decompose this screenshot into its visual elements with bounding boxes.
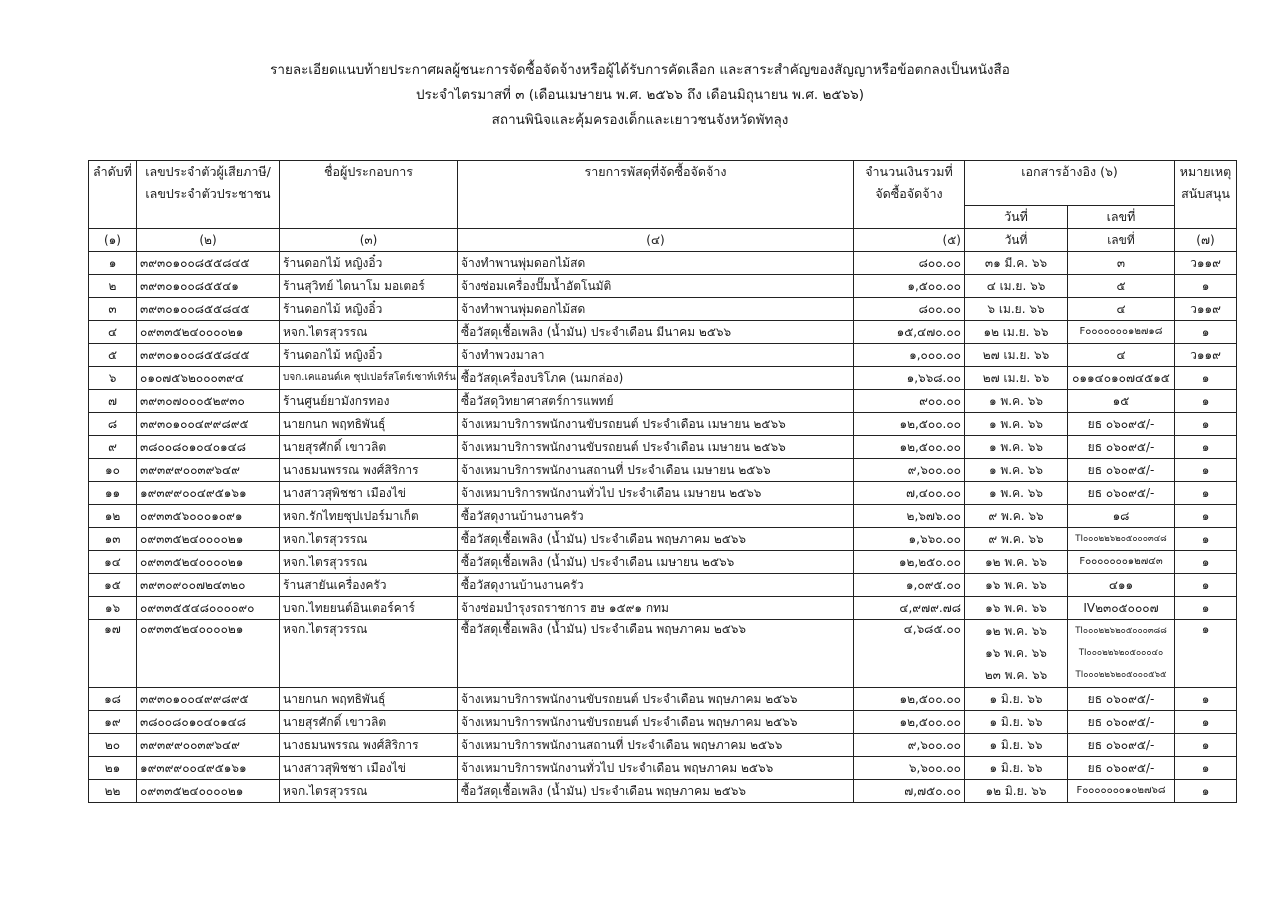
header-line-3: สถานพินิจและคุ้มครองเด็กและเยาวชนจังหวัดพัทลุง [491, 112, 789, 128]
cell-date: ๑ พ.ค. ๖๖ [965, 436, 1068, 459]
cell-name: หจก.ไตรสุวรรณ [280, 551, 458, 574]
table-row [89, 551, 1237, 574]
cell-doc-no: TI๐๐๐๒๒๖๒๐๕๐๐๐๔๐ [1078, 648, 1164, 658]
cell-tax-id: ๓๙๓๐๑๐๐๔๙๙๘๙๕ [137, 688, 280, 711]
cell-date: ๑๒ พ.ค. ๖๖ [985, 624, 1047, 638]
cell-tax-id: ๐๙๓๓๕๕๔๘๐๐๐๐๙๐ [137, 597, 280, 620]
cell-name: นายกนก พฤทธิพันธุ์ [280, 413, 458, 436]
cell-item: ซื้อวัสดุเชื้อเพลิง (น้ำมัน) ประจำเดือน พฤษภาคม ๒๕๖๖ [458, 780, 854, 803]
index-cell-date: วันที่ [965, 229, 1068, 252]
cell-amount: ๘๐๐.๐๐ [854, 298, 965, 321]
col-header-note-line2: สนับสนุน [1181, 186, 1230, 201]
col-header-amount-line1: จำนวนเงินรวมที่ [865, 164, 953, 179]
index-cell: (๕) [854, 229, 965, 252]
cell-item: จ้างเหมาบริการพนักงานขับรถยนต์ ประจำเดือน พฤษภาคม ๒๕๖๖ [458, 711, 854, 734]
cell-date: ๒๓ พ.ค. ๖๖ [984, 668, 1048, 682]
cell-name: ร้านสายันเครื่องครัว [280, 574, 458, 597]
col-header-date: วันที่ [965, 206, 1068, 229]
cell-date: ๑๖ พ.ค. ๖๖ [985, 646, 1047, 660]
cell-tax-id: ๓๙๓๐๑๐๐๘๕๕๔๑ [137, 275, 280, 298]
cell-doc-no: ยธ ๐๖๐๙๕/- [1068, 413, 1175, 436]
cell-item: จ้างเหมาบริการพนักงานสถานที่ ประจำเดือน พฤษภาคม ๒๕๖๖ [458, 734, 854, 757]
cell-tax-id: ๐๙๓๓๕๖๐๐๐๑๐๙๑ [137, 505, 280, 528]
col-header-tax-id-line1: เลขประจำตัวผู้เสียภาษี/ [145, 164, 271, 179]
cell-name: หจก.ไตรสุวรรณ [280, 321, 458, 344]
cell-name: นางสาวสุพิชชา เมืองไข่ [280, 757, 458, 780]
cell-doc-no: ยธ ๐๖๐๙๕/- [1068, 436, 1175, 459]
cell-tax-id: ๓๙๓๐๙๐๐๗๒๔๓๒๐ [137, 574, 280, 597]
col-header-note [1175, 161, 1237, 229]
cell-note: ว๑๑๙ [1175, 298, 1237, 321]
cell-item: จ้างเหมาบริการพนักงานสถานที่ ประจำเดือน เมษายน ๒๕๖๖ [458, 459, 854, 482]
cell-note: ๑ [1175, 757, 1237, 780]
cell-doc-no: F๐๐๐๐๐๐๐๑๐๒๗๖๘ [1068, 780, 1175, 803]
index-cell-doc-no: เลขที่ [1068, 229, 1175, 252]
table-row [89, 252, 1237, 275]
cell-name: หจก.ไตรสุวรรณ [280, 780, 458, 803]
table-row [89, 298, 1237, 321]
cell-no: ๑๗ [89, 620, 137, 688]
cell-doc-no: ๐๑๑๔๐๑๐๗๔๕๑๕ [1068, 367, 1175, 390]
cell-doc-no: F๐๐๐๐๐๐๐๑๒๗๔๓ [1068, 551, 1175, 574]
col-header-tax-id-line2: เลขประจำตัวประชาชน [145, 186, 271, 201]
table-row [89, 711, 1237, 734]
cell-item: ซื้อวัสดุเชื้อเพลิง (น้ำมัน) ประจำเดือน พฤษภาคม ๒๕๖๖ [458, 528, 854, 551]
cell-amount: ๑๒,๕๐๐.๐๐ [854, 711, 965, 734]
cell-tax-id: ๓๙๓๐๗๐๐๐๕๒๙๓๐ [137, 390, 280, 413]
cell-date: ๑๒ มิ.ย. ๖๖ [965, 780, 1068, 803]
cell-item: จ้างเหมาบริการพนักงานขับรถยนต์ ประจำเดือน เมษายน ๒๕๖๖ [458, 413, 854, 436]
cell-no: ๔ [89, 321, 137, 344]
table-row [89, 459, 1237, 482]
cell-name: หจก.รักไทยซุปเปอร์มาเก็ต [280, 505, 458, 528]
cell-note: ๑ [1175, 551, 1237, 574]
cell-note: ๑ [1175, 528, 1237, 551]
cell-date: ๑ พ.ค. ๖๖ [965, 390, 1068, 413]
cell-note: ๑ [1175, 711, 1237, 734]
cell-tax-id: ๓๙๓๙๙๐๐๓๙๖๔๙ [137, 459, 280, 482]
cell-name: นางธมนพรรณ พงศ์สิริการ [280, 734, 458, 757]
cell-item: ซื้อวัสดุเครื่องบริโภค (นมกล่อง) [458, 367, 854, 390]
col-header-amount-line2: จัดซื้อจัดจ้าง [875, 186, 943, 201]
cell-name: นายกนก พฤทธิพันธุ์ [280, 688, 458, 711]
table-row [89, 505, 1237, 528]
cell-doc-no: ยธ ๐๖๐๙๕/- [1068, 757, 1175, 780]
cell-tax-id: ๑๙๓๙๙๐๐๔๙๕๑๖๑ [137, 757, 280, 780]
cell-doc-no: ยธ ๐๖๐๙๕/- [1068, 482, 1175, 505]
cell-name: นายสุรศักดิ์ เขาวลิต [280, 436, 458, 459]
cell-date: ๙ พ.ค. ๖๖ [965, 505, 1068, 528]
cell-no: ๑๕ [89, 574, 137, 597]
cell-amount: ๙,๖๐๐.๐๐ [854, 459, 965, 482]
cell-name: ร้านดอกไม้ หญิงอิ๋ว [280, 298, 458, 321]
index-row [89, 229, 1237, 252]
table-body-a [89, 252, 1237, 620]
cell-tax-id: ๓๙๓๐๑๐๐๘๕๕๘๔๕ [137, 344, 280, 367]
cell-doc-no: ๔ [1068, 344, 1175, 367]
cell-doc-no: ๕ [1068, 275, 1175, 298]
cell-item: จ้างทำพานพุ่มดอกไม้สด [458, 298, 854, 321]
cell-doc-no: TI๐๐๐๒๒๖๒๐๕๐๐๐๕๖๕ [1075, 670, 1167, 680]
cell-no: ๑๑ [89, 482, 137, 505]
cell-amount: ๑,๖๖๘.๐๐ [854, 367, 965, 390]
cell-note: ๑ [1175, 367, 1237, 390]
cell-amount: ๑๒,๕๐๐.๐๐ [854, 436, 965, 459]
col-header-doc-no: เลขที่ [1068, 206, 1175, 229]
cell-tax-id: ๓๙๓๐๑๐๐๔๙๙๘๙๕ [137, 413, 280, 436]
table-row [89, 275, 1237, 298]
cell-no: ๕ [89, 344, 137, 367]
cell-amount: ๗,๔๐๐.๐๐ [854, 482, 965, 505]
cell-tax-id: ๓๙๓๐๑๐๐๘๕๕๘๔๕ [137, 298, 280, 321]
cell-note: ๑ [1175, 321, 1237, 344]
cell-amount: ๑๕,๔๗๐.๐๐ [854, 321, 965, 344]
col-header-amount [854, 161, 965, 229]
cell-date: ๑ พ.ค. ๖๖ [965, 413, 1068, 436]
cell-amount: ๖,๖๐๐.๐๐ [854, 757, 965, 780]
cell-note: ๑ [1175, 275, 1237, 298]
cell-doc-no: F๐๐๐๐๐๐๐๑๒๗๑๘ [1068, 321, 1175, 344]
cell-doc-no: ๔ [1068, 298, 1175, 321]
cell-name: บจก.ไทยยนต์อินเตอร์คาร์ [280, 597, 458, 620]
cell-note: ๑ [1175, 459, 1237, 482]
cell-item: จ้างซ่อมบำรุงรถราชการ ฮษ ๑๕๙๑ กทม [458, 597, 854, 620]
cell-amount: ๔,๙๗๙.๗๘ [854, 597, 965, 620]
cell-item: ซื้อวัสดุเชื้อเพลิง (น้ำมัน) ประจำเดือน เมษายน ๒๕๖๖ [458, 551, 854, 574]
cell-name: ร้านศูนย์ยามังกรทอง [280, 390, 458, 413]
cell-date: ๒๗ เม.ย. ๖๖ [965, 367, 1068, 390]
table-row [89, 413, 1237, 436]
cell-item: จ้างเหมาบริการพนักงานขับรถยนต์ ประจำเดือน เมษายน ๒๕๖๖ [458, 436, 854, 459]
table-row [89, 344, 1237, 367]
cell-no: ๑๘ [89, 688, 137, 711]
cell-item: ซื้อวัสดุเชื้อเพลิง (น้ำมัน) ประจำเดือน มีนาคม ๒๕๖๖ [458, 321, 854, 344]
cell-item: จ้างเหมาบริการพนักงานทั่วไป ประจำเดือน พฤษภาคม ๒๕๖๖ [458, 757, 854, 780]
cell-note: ๑ [1175, 688, 1237, 711]
cell-no: ๑๖ [89, 597, 137, 620]
cell-tax-id: ๑๙๓๙๙๐๐๔๙๕๑๖๑ [137, 482, 280, 505]
cell-note: ๑ [1175, 574, 1237, 597]
cell-note: ว๑๑๙ [1175, 252, 1237, 275]
table-row [89, 321, 1237, 344]
cell-tax-id: ๐๙๓๓๕๒๔๐๐๐๐๒๑ [137, 528, 280, 551]
cell-amount: ๑,๐๐๐.๐๐ [854, 344, 965, 367]
cell-note: ๑ [1175, 413, 1237, 436]
table-body-b [89, 688, 1237, 803]
table-row [89, 574, 1237, 597]
cell-note: ๑ [1175, 734, 1237, 757]
cell-no: ๒๑ [89, 757, 137, 780]
cell-tax-id: ๓๙๓๐๑๐๐๘๕๕๘๔๕ [137, 252, 280, 275]
cell-amount: ๑๒,๕๐๐.๐๐ [854, 413, 965, 436]
cell-dates [965, 620, 1068, 688]
table-row [89, 390, 1237, 413]
cell-amount: ๑๒,๒๕๐.๐๐ [854, 551, 965, 574]
cell-date: ๑ มิ.ย. ๖๖ [965, 688, 1068, 711]
cell-date: ๔ เม.ย. ๖๖ [965, 275, 1068, 298]
header-line-2: ประจำไตรมาสที่ ๓ (เดือนเมษายน พ.ศ. ๒๕๖๖ ถึง เดือนมิถุนายน พ.ศ. ๒๕๖๖) [415, 87, 865, 103]
table-row [89, 620, 1237, 688]
table-row [89, 688, 1237, 711]
col-header-ref-docs: เอกสารอ้างอิง (๖) [965, 161, 1175, 206]
cell-item: จ้างทำพานพุ่มดอกไม้สด [458, 252, 854, 275]
cell-tax-id: ๐๙๓๓๕๒๔๐๐๐๐๒๑ [137, 620, 280, 688]
cell-date: ๑๒ พ.ค. ๖๖ [965, 551, 1068, 574]
cell-name: หจก.ไตรสุวรรณ [280, 620, 458, 688]
cell-amount: ๑๒,๕๐๐.๐๐ [854, 688, 965, 711]
table-row [89, 734, 1237, 757]
cell-name: นางสาวสุพิชชา เมืองไข่ [280, 482, 458, 505]
cell-date: ๑ มิ.ย. ๖๖ [965, 734, 1068, 757]
cell-no: ๑๙ [89, 711, 137, 734]
cell-note: ๑ [1175, 780, 1237, 803]
cell-name: หจก.ไตรสุวรรณ [280, 528, 458, 551]
cell-date: ๑๒ เม.ย. ๖๖ [965, 321, 1068, 344]
cell-name: ร้านดอกไม้ หญิงอิ๋ว [280, 252, 458, 275]
table-row [89, 780, 1237, 803]
cell-amount: ๙,๖๐๐.๐๐ [854, 734, 965, 757]
cell-tax-id: ๓๘๐๐๘๐๑๐๔๐๑๔๘ [137, 436, 280, 459]
cell-amount: ๙๐๐.๐๐ [854, 390, 965, 413]
cell-no: ๗ [89, 390, 137, 413]
table-row [89, 482, 1237, 505]
document-header [0, 58, 1280, 133]
cell-amount: ๔,๖๘๕.๐๐ [854, 620, 965, 688]
cell-date: ๑๖ พ.ค. ๖๖ [965, 597, 1068, 620]
cell-tax-id: ๐๙๓๓๕๒๔๐๐๐๐๒๑ [137, 551, 280, 574]
cell-amount: ๑,๖๖๐.๐๐ [854, 528, 965, 551]
cell-no: ๑๓ [89, 528, 137, 551]
cell-note: ว๑๑๙ [1175, 344, 1237, 367]
cell-no: ๖ [89, 367, 137, 390]
cell-no: ๓ [89, 298, 137, 321]
cell-item: จ้างเหมาบริการพนักงานทั่วไป ประจำเดือน เมษายน ๒๕๖๖ [458, 482, 854, 505]
table-body-row17 [89, 620, 1237, 688]
cell-no: ๑ [89, 252, 137, 275]
cell-item: ซื้อวัสดุวิทยาศาสตร์การแพทย์ [458, 390, 854, 413]
col-header-tax-id [137, 161, 280, 229]
cell-doc-no: ยธ ๐๖๐๙๕/- [1068, 459, 1175, 482]
cell-date: ๖ เม.ย. ๖๖ [965, 298, 1068, 321]
cell-doc-no: IV๒๓๐๕๐๐๐๗ [1068, 597, 1175, 620]
cell-name: นางธมนพรรณ พงศ์สิริการ [280, 459, 458, 482]
cell-date: ๑ มิ.ย. ๖๖ [965, 757, 1068, 780]
cell-doc-no: ๔๑๑ [1068, 574, 1175, 597]
cell-item: จ้างทำพวงมาลา [458, 344, 854, 367]
cell-note: ๑ [1175, 390, 1237, 413]
cell-tax-id: ๐๙๓๓๕๒๔๐๐๐๐๒๑ [137, 780, 280, 803]
cell-date: ๑ มิ.ย. ๖๖ [965, 711, 1068, 734]
cell-date: ๙ พ.ค. ๖๖ [965, 528, 1068, 551]
cell-name: ร้านสุวิทย์ ไดนาโม มอเตอร์ [280, 275, 458, 298]
cell-doc-no: ๑๕ [1068, 390, 1175, 413]
cell-doc-no: TI๐๐๐๒๒๖๒๐๕๐๐๐๓๘๘ [1075, 626, 1167, 636]
cell-item: ซื้อวัสดุเชื้อเพลิง (น้ำมัน) ประจำเดือน พฤษภาคม ๒๕๖๖ [458, 620, 854, 688]
cell-date: ๑๖ พ.ค. ๖๖ [965, 574, 1068, 597]
cell-amount: ๗,๗๕๐.๐๐ [854, 780, 965, 803]
cell-no: ๒๒ [89, 780, 137, 803]
index-cell: (๔) [458, 229, 854, 252]
cell-name: นายสุรศักดิ์ เขาวลิต [280, 711, 458, 734]
col-header-items: รายการพัสดุที่จัดซื้อจัดจ้าง [458, 161, 854, 229]
cell-name: ร้านดอกไม้ หญิงอิ๋ว [280, 344, 458, 367]
cell-note: ๑ [1175, 597, 1237, 620]
cell-no: ๘ [89, 413, 137, 436]
cell-item: จ้างเหมาบริการพนักงานขับรถยนต์ ประจำเดือน พฤษภาคม ๒๕๖๖ [458, 688, 854, 711]
index-cell: (๗) [1175, 229, 1237, 252]
index-cell: (๒) [137, 229, 280, 252]
cell-tax-id: ๐๑๐๗๕๖๒๐๐๐๓๙๔ [137, 367, 280, 390]
table-row [89, 436, 1237, 459]
cell-note: ๑ [1175, 436, 1237, 459]
cell-item: ซื้อวัสดุงานบ้านงานครัว [458, 505, 854, 528]
col-header-note-line1: หมายเหตุ [1179, 164, 1232, 179]
cell-date: ๒๗ เม.ย. ๖๖ [965, 344, 1068, 367]
cell-item: ซื้อวัสดุงานบ้านงานครัว [458, 574, 854, 597]
cell-doc-no: ๓ [1068, 252, 1175, 275]
cell-doc-no: TI๐๐๐๒๒๖๒๐๕๐๐๐๓๔๘ [1068, 528, 1175, 551]
cell-amount: ๑,๕๐๐.๐๐ [854, 275, 965, 298]
cell-amount: ๑,๐๙๕.๐๐ [854, 574, 965, 597]
cell-no: ๑๒ [89, 505, 137, 528]
cell-no: ๒๐ [89, 734, 137, 757]
cell-no: ๙ [89, 436, 137, 459]
cell-name: บจก.เคแอนด์เค ซุปเปอร์สโตร์เซาท์เทิร์น [280, 367, 458, 390]
cell-doc-no: ยธ ๐๖๐๙๕/- [1068, 734, 1175, 757]
cell-doc-no: ยธ ๐๖๐๙๕/- [1068, 688, 1175, 711]
col-header-no: ลำดับที่ [89, 161, 137, 229]
cell-no: ๒ [89, 275, 137, 298]
cell-doc-nos [1068, 620, 1175, 688]
table-row [89, 528, 1237, 551]
cell-doc-no: ๑๘ [1068, 505, 1175, 528]
cell-doc-no: ยธ ๐๖๐๙๕/- [1068, 711, 1175, 734]
header-line-1: รายละเอียดแนบท้ายประกาศผลผู้ชนะการจัดซื้อจัดจ้างหรือผู้ได้รับการคัดเลือก และสาระสำคัญของสัญญาหรือข้อตกลงเป็นหนังสือ [270, 62, 1010, 78]
table-row [89, 597, 1237, 620]
procurement-table [88, 160, 1237, 803]
cell-tax-id: ๓๘๐๐๘๐๑๐๔๐๑๔๘ [137, 711, 280, 734]
cell-date: ๓๑ มี.ค. ๖๖ [965, 252, 1068, 275]
index-cell: (๓) [280, 229, 458, 252]
header-row [89, 161, 1237, 206]
cell-tax-id: ๓๙๓๙๙๐๐๓๙๖๔๙ [137, 734, 280, 757]
cell-date: ๑ พ.ค. ๖๖ [965, 482, 1068, 505]
cell-amount: ๒,๖๗๖.๐๐ [854, 505, 965, 528]
col-header-name: ชื่อผู้ประกอบการ [280, 161, 458, 229]
cell-amount: ๘๐๐.๐๐ [854, 252, 965, 275]
cell-note: ๑ [1175, 620, 1237, 688]
cell-no: ๑๔ [89, 551, 137, 574]
cell-note: ๑ [1175, 505, 1237, 528]
index-cell: (๑) [89, 229, 137, 252]
cell-note: ๑ [1175, 482, 1237, 505]
cell-item: จ้างซ่อมเครื่องปั๊มน้ำอัตโนมัติ [458, 275, 854, 298]
table-row [89, 367, 1237, 390]
table-row [89, 757, 1237, 780]
cell-tax-id: ๐๙๓๓๕๒๔๐๐๐๐๒๑ [137, 321, 280, 344]
cell-date: ๑ พ.ค. ๖๖ [965, 459, 1068, 482]
cell-no: ๑๐ [89, 459, 137, 482]
